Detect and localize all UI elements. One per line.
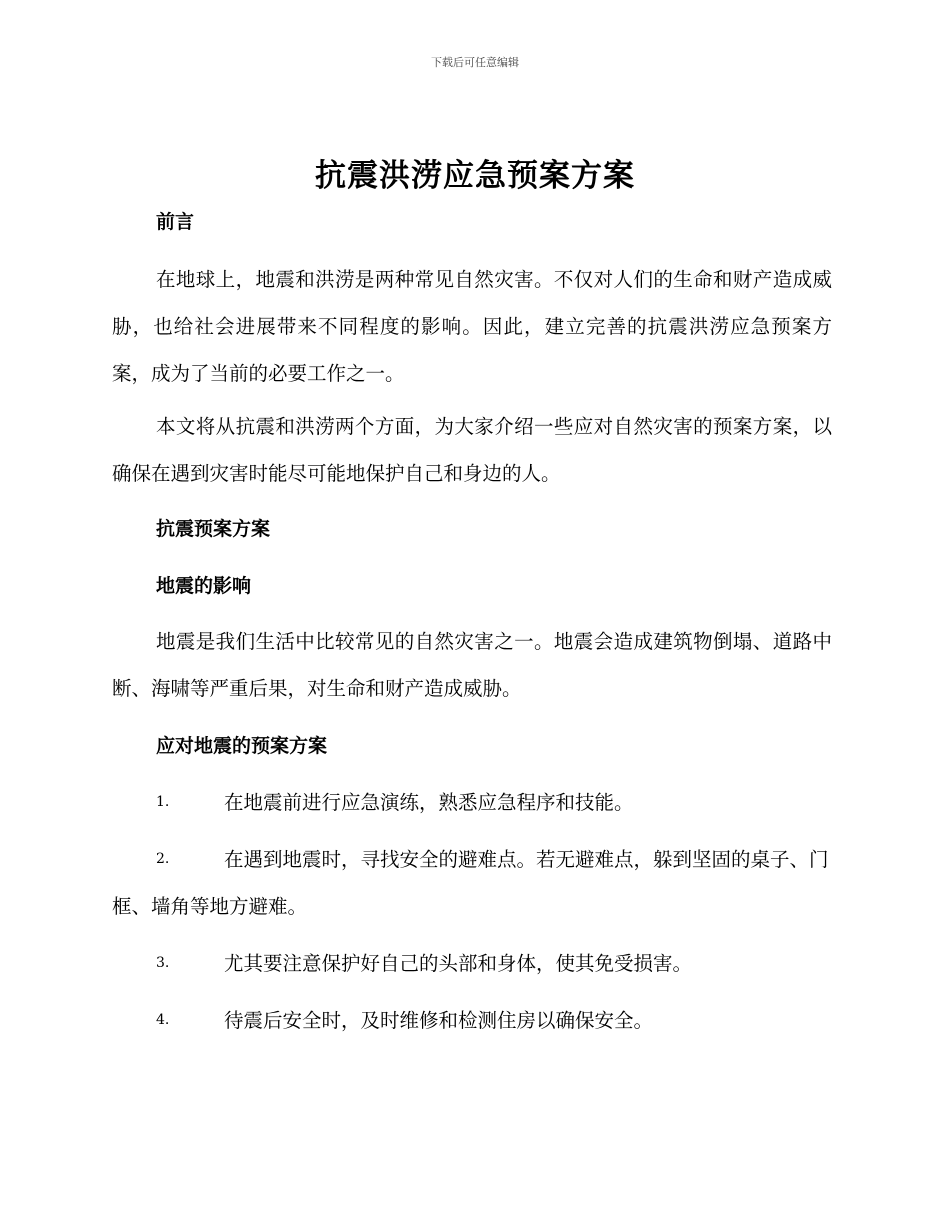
subheading-earthquake-response: 应对地震的预案方案 <box>156 735 328 757</box>
list-item <box>112 997 832 1044</box>
page-header-note: 下载后可任意编辑 <box>431 56 519 69</box>
foreword-paragraph: 在地球上，地震和洪涝是两种常见自然灾害。不仅对人们的生命和财产造成威胁，也给社会进展带来不同程度的影响。因此，建立完善的抗震洪涝应急预案方案，成为了当前的必要工作之一。 <box>112 268 832 385</box>
foreword-paragraph: 本文将从抗震和洪涝两个方面，为大家介绍一些应对自然灾害的预案方案，以确保在遇到灾害时能尽可能地保护自己和身边的人。 <box>112 415 832 485</box>
section-heading-earthquake-plan: 抗震预案方案 <box>156 518 271 540</box>
list-item-number: 2. <box>156 851 170 867</box>
list-item-text: 尤其要注意保护好自己的头部和身体，使其免受损害。 <box>224 952 693 975</box>
foreword-heading: 前言 <box>156 211 195 233</box>
earthquake-impact-paragraph: 地震是我们生活中比较常见的自然灾害之一。地震会造成建筑物倒塌、道路中断、海啸等严重后果，对生命和财产造成威胁。 <box>112 630 832 700</box>
list-item-number: 1. <box>156 794 170 810</box>
list-item-text: 在遇到地震时，寻找安全的避难点。若无避难点，躲到坚固的桌子、门框、墙角等地方避难。 <box>112 848 829 918</box>
subheading-earthquake-impact: 地震的影响 <box>156 575 252 597</box>
document-title: 抗震洪涝应急预案方案 <box>315 158 635 194</box>
list-item-number: 4. <box>156 1012 170 1028</box>
list-item <box>112 940 832 987</box>
list-item-text: 在地震前进行应急演练，熟悉应急程序和技能。 <box>224 791 634 814</box>
list-item <box>112 779 832 826</box>
list-item <box>112 836 832 930</box>
list-item-text: 待震后安全时，及时维修和检测住房以确保安全。 <box>224 1009 654 1032</box>
list-item-number: 3. <box>156 955 170 971</box>
